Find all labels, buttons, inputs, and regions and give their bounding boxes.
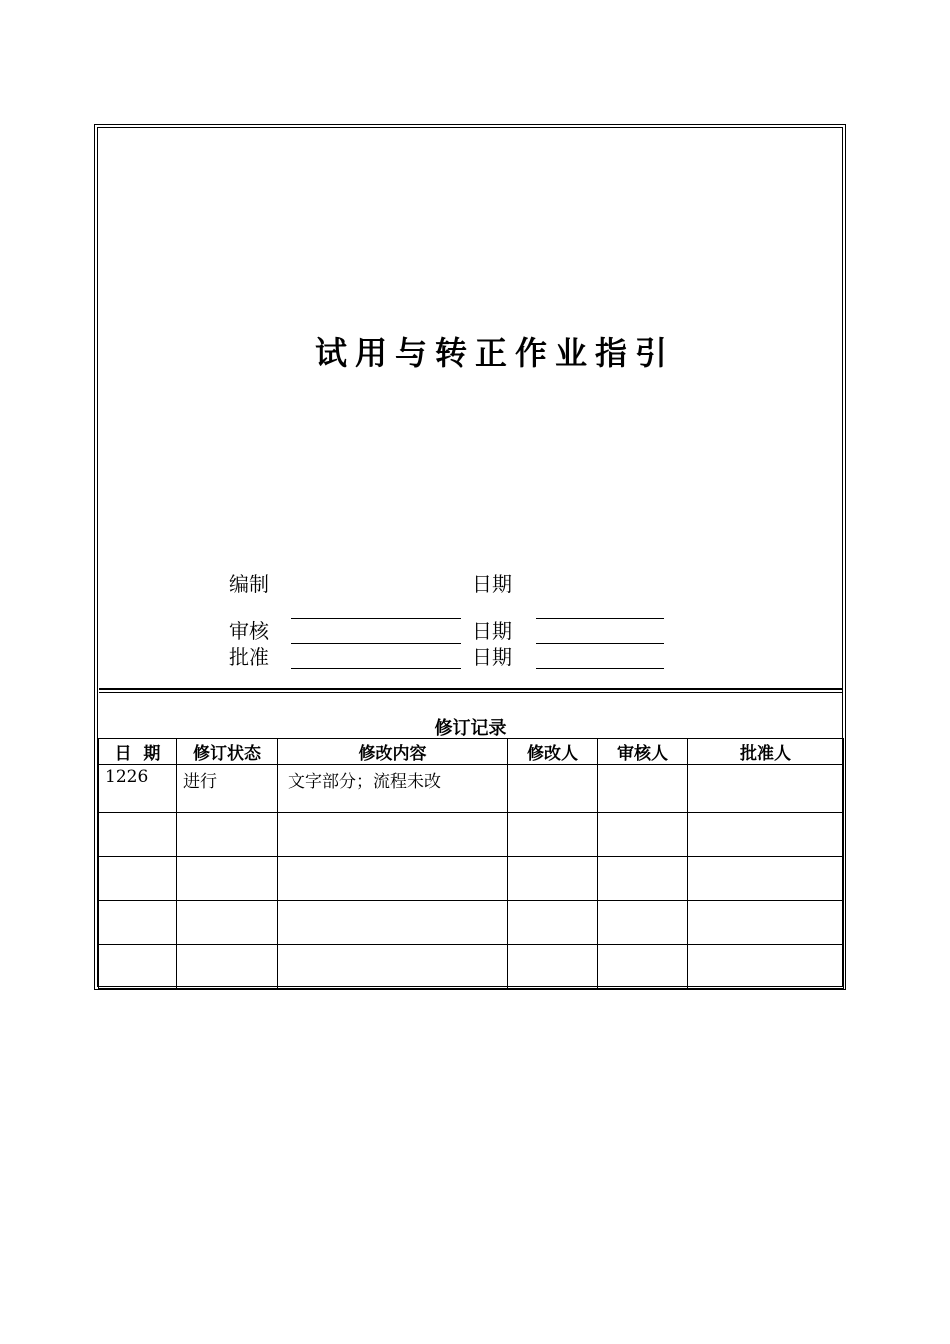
revision-record-title: 修订记录 — [434, 718, 507, 739]
cell-reviewer — [598, 945, 688, 989]
reviewed-signature-line — [291, 643, 461, 644]
approved-date-label: 日期 — [472, 645, 512, 669]
cell-date — [99, 857, 177, 901]
cell-status — [177, 945, 278, 989]
cell-date — [99, 813, 177, 857]
cell-approver — [688, 765, 844, 813]
table-row — [99, 901, 844, 945]
cell-reviewer — [598, 813, 688, 857]
col-date: 日 期 — [99, 739, 177, 765]
revision-header-row — [99, 739, 844, 765]
revision-table — [98, 738, 844, 989]
cell-reviewer — [598, 765, 688, 813]
table-row — [99, 813, 844, 857]
table-row — [99, 765, 844, 813]
section-divider — [99, 688, 842, 690]
cell-modifier — [508, 765, 598, 813]
cell-date — [99, 901, 177, 945]
cell-content — [278, 857, 508, 901]
col-modifier: 修改人 — [508, 739, 598, 765]
table-row — [99, 945, 844, 989]
cell-modifier — [508, 945, 598, 989]
approved-date-line — [536, 668, 664, 669]
cell-approver — [688, 945, 844, 989]
cell-approver — [688, 857, 844, 901]
prepared-signature-line — [291, 618, 461, 619]
table-row — [99, 857, 844, 901]
cell-date: 1226 — [99, 765, 177, 813]
col-status: 修订状态 — [177, 739, 278, 765]
cell-reviewer — [598, 857, 688, 901]
cell-approver — [688, 901, 844, 945]
cell-status — [177, 901, 278, 945]
approved-label: 批准 — [229, 645, 269, 669]
prepared-date-line — [536, 618, 664, 619]
cell-status: 进行 — [177, 765, 278, 813]
cell-reviewer — [598, 901, 688, 945]
cell-status — [177, 813, 278, 857]
reviewed-label: 审核 — [229, 619, 269, 643]
cell-modifier — [508, 857, 598, 901]
section-divider-inner — [99, 692, 842, 693]
cell-status — [177, 857, 278, 901]
approved-signature-line — [291, 668, 461, 669]
cell-content — [278, 901, 508, 945]
prepared-date-label: 日期 — [472, 572, 512, 596]
reviewed-date-label: 日期 — [472, 619, 512, 643]
cell-modifier — [508, 901, 598, 945]
reviewed-date-line — [536, 643, 664, 644]
cell-content — [278, 945, 508, 989]
cell-content: 文字部分；流程未改 — [278, 765, 508, 813]
cell-date — [99, 945, 177, 989]
document-title: 试用与转正作业指引 — [314, 334, 675, 372]
col-reviewer: 审核人 — [598, 739, 688, 765]
col-approver: 批准人 — [688, 739, 844, 765]
cell-content — [278, 813, 508, 857]
cell-approver — [688, 813, 844, 857]
prepared-label: 编制 — [229, 572, 269, 596]
col-content: 修改内容 — [278, 739, 508, 765]
cell-modifier — [508, 813, 598, 857]
